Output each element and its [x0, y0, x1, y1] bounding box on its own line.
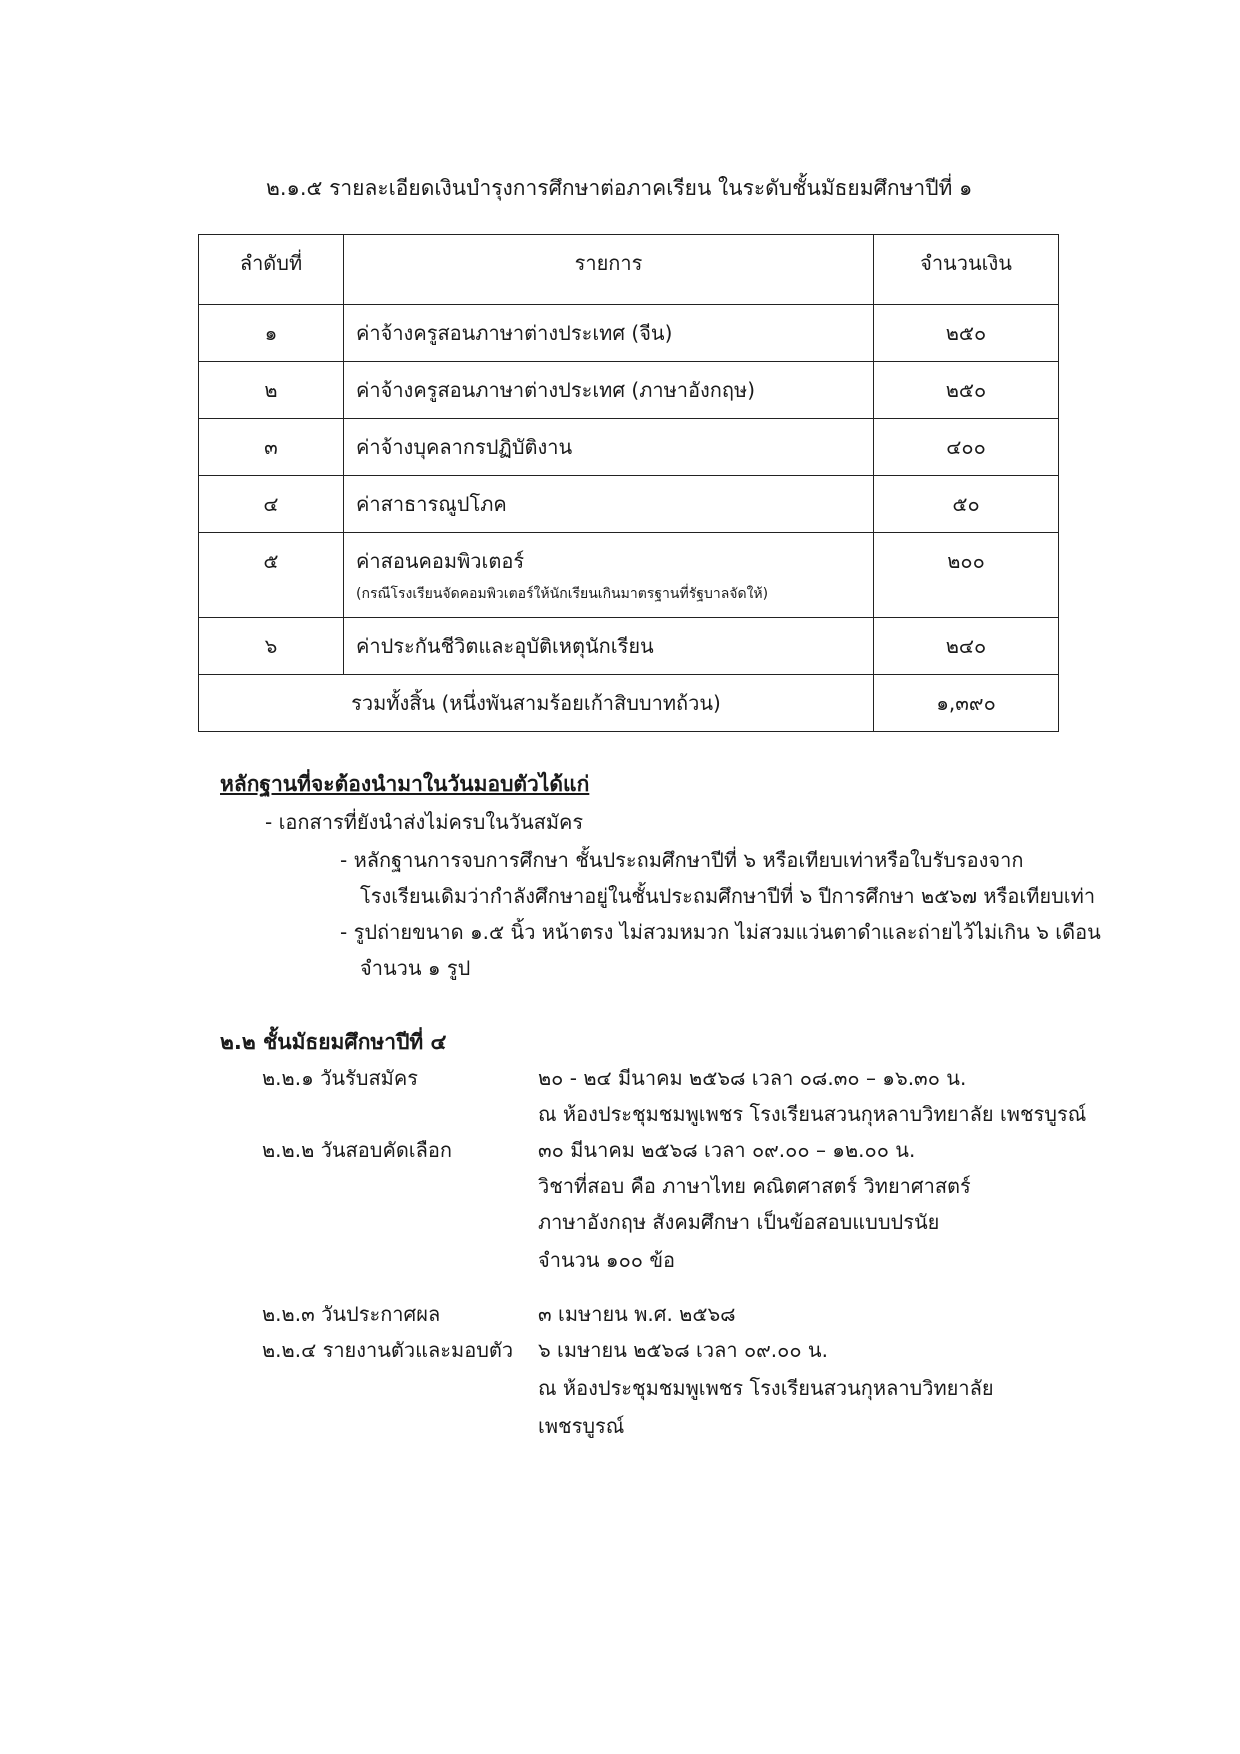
row-note: (กรณีโรงเรียนจัดคอมพิวเตอร์ให้นักเรียนเกินมาตรฐานที่รัฐบาลจัดให้): [356, 586, 769, 602]
row-item: ค่าจ้างครูสอนภาษาต่างประเทศ (ภาษาอังกฤษ): [344, 362, 874, 419]
row-no: ๑: [199, 305, 344, 362]
table-row: [199, 362, 1059, 419]
total-label: รวมทั้งสิ้น (หนึ่งพันสามร้อยเก้าสิบบาทถ้วน): [199, 675, 874, 732]
schedule-label: ๒.๒.๓ วันประกาศผล: [262, 1302, 441, 1326]
table-header-row: [199, 235, 1059, 305]
schedule-value: ๓๐ มีนาคม ๒๕๖๘ เวลา ๐๙.๐๐ – ๑๒.๐๐ น.: [538, 1138, 916, 1162]
evidence-heading: หลักฐานที่จะต้องนำมาในวันมอบตัวได้แก่: [220, 772, 590, 796]
column-header-no: ลำดับที่: [199, 235, 344, 305]
table-total-row: [199, 675, 1059, 732]
table-row: [199, 618, 1059, 675]
schedule-value: ๓ เมษายน พ.ศ. ๒๕๖๘: [538, 1302, 736, 1326]
row-amount: ๒๔๐: [874, 618, 1059, 675]
schedule-label: ๒.๒.๒ วันสอบคัดเลือก: [262, 1138, 453, 1162]
row-amount: ๕๐: [874, 476, 1059, 533]
schedule-value: เพชรบูรณ์: [538, 1414, 625, 1438]
schedule-value: ณ ห้องประชุมชมพูเพชร โรงเรียนสวนกุหลาบวิทยาลัย: [538, 1376, 994, 1400]
column-header-item: รายการ: [344, 235, 874, 305]
row-item: ค่าสาธารณูปโภค: [344, 476, 874, 533]
evidence-subitem: - หลักฐานการจบการศึกษา ชั้นประถมศึกษาปีที่ ๖ หรือเทียบเท่าหรือใบรับรองจาก: [340, 848, 1024, 872]
schedule-label: ๒.๒.๔ รายงานตัวและมอบตัว: [262, 1338, 514, 1362]
schedule-value: ณ ห้องประชุมชมพูเพชร โรงเรียนสวนกุหลาบวิทยาลัย เพชรบูรณ์: [538, 1102, 1087, 1126]
section-heading: ๒.๒ ชั้นมัธยมศึกษาปีที่ ๔: [220, 1030, 447, 1054]
schedule-value: วิชาที่สอบ คือ ภาษาไทย คณิตศาสตร์ วิทยาศาสตร์: [538, 1174, 971, 1198]
evidence-subitem-cont: จำนวน ๑ รูป: [360, 956, 471, 980]
row-no: ๕: [199, 533, 344, 618]
row-no: ๖: [199, 618, 344, 675]
row-item: ค่าจ้างบุคลากรปฏิบัติงาน: [344, 419, 874, 476]
row-no: ๓: [199, 419, 344, 476]
document-heading: ๒.๑.๕ รายละเอียดเงินบำรุงการศึกษาต่อภาคเรียน ในระดับชั้นมัธยมศึกษาปีที่ ๑: [266, 176, 973, 200]
schedule-value: ๒๐ - ๒๔ มีนาคม ๒๕๖๘ เวลา ๐๘.๓๐ – ๑๖.๓๐ น.: [538, 1066, 967, 1090]
table-row: [199, 419, 1059, 476]
schedule-label: ๒.๒.๑ วันรับสมัคร: [262, 1066, 418, 1090]
row-item: ค่าสอนคอมพิวเตอร์: [356, 549, 525, 573]
row-item-with-note: [344, 533, 874, 618]
evidence-subitem-cont: โรงเรียนเดิมว่ากำลังศึกษาอยู่ในชั้นประถมศึกษาปีที่ ๖ ปีการศึกษา ๒๕๖๗ หรือเทียบเท่า: [360, 884, 1096, 908]
schedule-value: ๖ เมษายน ๒๕๖๘ เวลา ๐๙.๐๐ น.: [538, 1338, 828, 1362]
row-item: ค่าประกันชีวิตและอุบัติเหตุนักเรียน: [344, 618, 874, 675]
row-amount: ๒๕๐: [874, 362, 1059, 419]
table-row: [199, 305, 1059, 362]
row-amount: ๒๐๐: [874, 533, 1059, 618]
table-row: [199, 533, 1059, 618]
fee-table: [198, 234, 1059, 732]
table-row: [199, 476, 1059, 533]
evidence-subitem: - รูปถ่ายขนาด ๑.๕ นิ้ว หน้าตรง ไม่สวมหมวก ไม่สวมแว่นตาดำและถ่ายไว้ไม่เกิน ๖ เดือน: [340, 920, 1101, 944]
row-item: ค่าจ้างครูสอนภาษาต่างประเทศ (จีน): [344, 305, 874, 362]
schedule-value: ภาษาอังกฤษ สังคมศึกษา เป็นข้อสอบแบบปรนัย: [538, 1210, 940, 1234]
total-amount: ๑,๓๙๐: [874, 675, 1059, 732]
row-amount: ๒๕๐: [874, 305, 1059, 362]
row-no: ๒: [199, 362, 344, 419]
schedule-value: จำนวน ๑๐๐ ข้อ: [538, 1248, 676, 1272]
evidence-item: - เอกสารที่ยังนำส่งไม่ครบในวันสมัคร: [265, 810, 584, 834]
row-amount: ๔๐๐: [874, 419, 1059, 476]
column-header-amount: จำนวนเงิน: [874, 235, 1059, 305]
row-no: ๔: [199, 476, 344, 533]
